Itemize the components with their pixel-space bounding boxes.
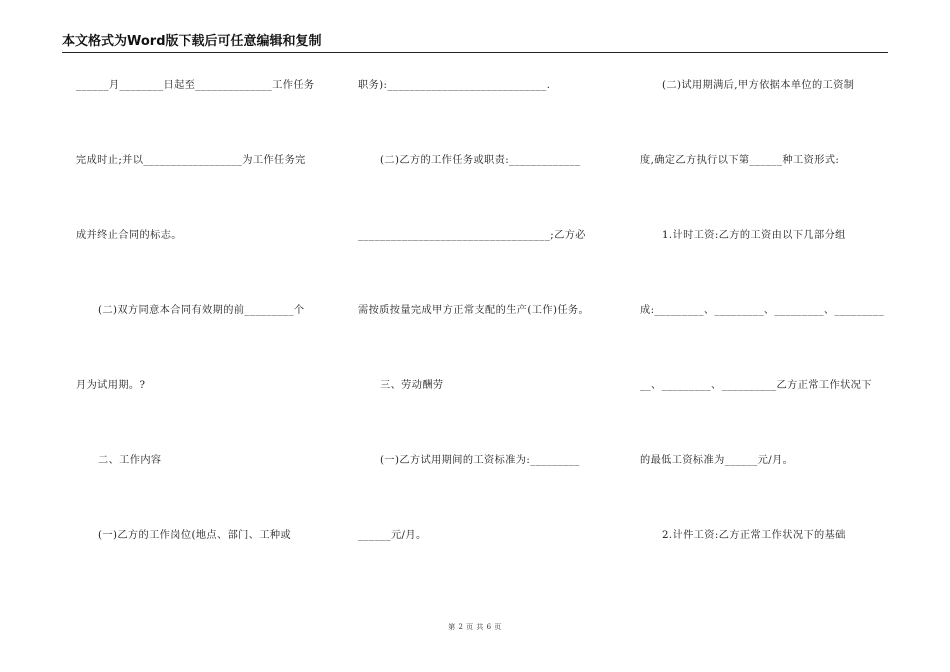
text-line: 度,确定乙方执行以下第______种工资形式: <box>640 155 840 166</box>
text-column-1 <box>76 0 326 672</box>
text-line: 成:_________、_________、_________、_________ <box>640 305 884 316</box>
text-line: (一)乙方试用期间的工资标准为:_________ <box>380 455 580 466</box>
header-title: 本文格式为Word版下载后可任意编辑和复制 <box>62 34 322 49</box>
text-line: (二)乙方的工作任务或职责:_____________ <box>380 155 581 166</box>
text-line: 成并终止合同的标志。 <box>76 230 182 241</box>
text-line: (二)试用期满后,甲方依据本单位的工资制 <box>662 80 855 91</box>
text-line: 需按质按量完成甲方正常支配的生产(工作)任务。 <box>358 305 590 316</box>
section-heading: 三、劳动酬劳 <box>380 380 444 391</box>
text-line: (一)乙方的工作岗位(地点、部门、工种或 <box>98 530 292 541</box>
text-line: (二)双方同意本合同有效期的前_________个 <box>98 305 305 316</box>
text-line: __、_________、__________乙方正常工作状况下 <box>640 380 872 391</box>
text-column-3 <box>640 0 890 672</box>
text-line: 职务):_____________________________. <box>358 80 551 91</box>
page-number: 第 2 页 共 6 页 <box>448 623 502 631</box>
text-line: 的最低工资标准为______元/月。 <box>640 455 794 466</box>
text-line: 2.计件工资:乙方正常工作状况下的基础 <box>662 530 846 541</box>
text-line: ______元/月。 <box>358 530 427 541</box>
text-line: 月为试用期。? <box>76 380 146 391</box>
text-line: ___________________________________;乙方必 <box>358 230 586 241</box>
text-line: 1.计时工资:乙方的工资由以下几部分组 <box>662 230 846 241</box>
text-line: ______月________日起至______________工作任务 <box>76 80 315 91</box>
text-line: 完成时止;并以__________________为工作任务完 <box>76 155 306 166</box>
section-heading: 二、工作内容 <box>98 455 162 466</box>
text-column-2 <box>358 0 608 672</box>
